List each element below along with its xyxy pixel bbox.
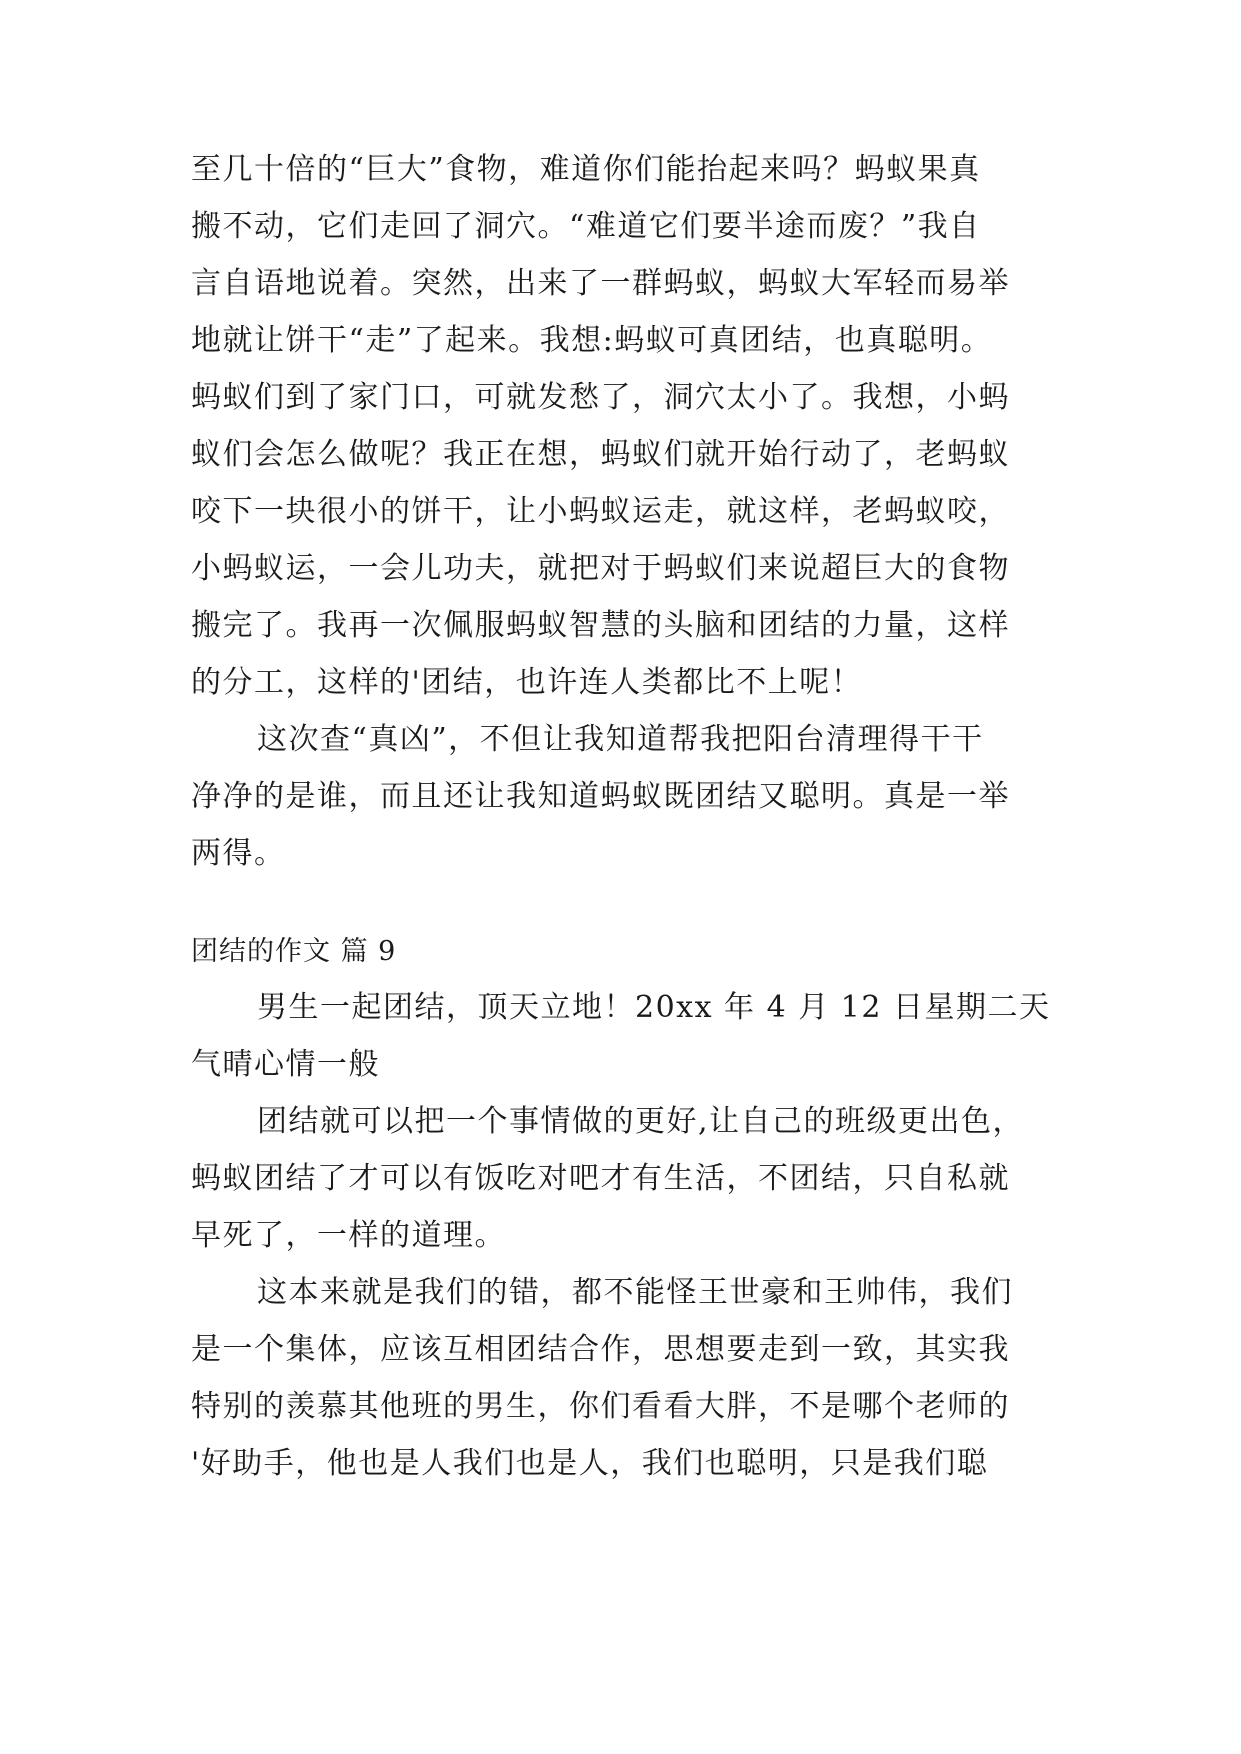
paragraph-line: 搬不动，它们走回了洞穴。“难道它们要半途而废？”我自 [191, 209, 981, 244]
paragraph-line: 气晴心情一般 [191, 1047, 380, 1082]
paragraph-line: 两得。 [191, 836, 286, 871]
paragraph-line: 男生一起团结，顶天立地！20xx 年 4 月 12 日星期二天 [257, 990, 1051, 1025]
paragraph-line: 小蚂蚁运，一会儿功夫，就把对于蚂蚁们来说超巨大的食物 [191, 551, 1010, 586]
paragraph-line: 净净的是谁，而且还让我知道蚂蚁既团结又聪明。真是一举 [191, 779, 1010, 814]
paragraph-line: 蚂蚁团结了才可以有饭吃对吧才有生活，不团结，只自私就 [191, 1161, 1010, 1196]
paragraph-line: 蚂蚁们到了家门口，可就发愁了，洞穴太小了。我想，小蚂 [191, 380, 1010, 415]
paragraph-line: 特别的羡慕其他班的男生，你们看看大胖，不是哪个老师的 [191, 1389, 1010, 1424]
paragraph-line: 的分工，这样的'团结，也许连人类都比不上呢！ [191, 665, 863, 700]
paragraph-line: 这本来就是我们的错，都不能怪王世豪和王帅伟，我们 [257, 1275, 1013, 1310]
paragraph-line: 蚁们会怎么做呢？我正在想，蚂蚁们就开始行动了，老蚂蚁 [191, 437, 1010, 472]
paragraph-line: 咬下一块很小的饼干，让小蚂蚁运走，就这样，老蚂蚁咬， [191, 494, 1010, 529]
paragraph-line: 地就让饼干“走”了起来。我想:蚂蚁可真团结，也真聪明。 [191, 323, 993, 358]
paragraph-line: 是一个集体，应该互相团结合作，思想要走到一致，其实我 [191, 1332, 1010, 1367]
paragraph-line: 早死了，一样的道理。 [191, 1218, 506, 1253]
paragraph-line: '好助手，他也是人我们也是人，我们也聪明，只是我们聪 [191, 1446, 989, 1481]
paragraph-line: 这次查“真凶”，不但让我知道帮我把阳台清理得干干 [257, 722, 984, 757]
paragraph-line: 团结就可以把一个事情做的更好,让自己的班级更出色， [257, 1104, 1025, 1139]
paragraph-line: 搬完了。我再一次佩服蚂蚁智慧的头脑和团结的力量，这样 [191, 608, 1010, 643]
section-heading: 团结的作文 篇 9 [191, 936, 397, 967]
paragraph-line: 至几十倍的“巨大”食物，难道你们能抬起来吗？蚂蚁果真 [191, 152, 981, 187]
paragraph-line: 言自语地说着。突然，出来了一群蚂蚁，蚂蚁大军轻而易举 [191, 266, 1010, 301]
